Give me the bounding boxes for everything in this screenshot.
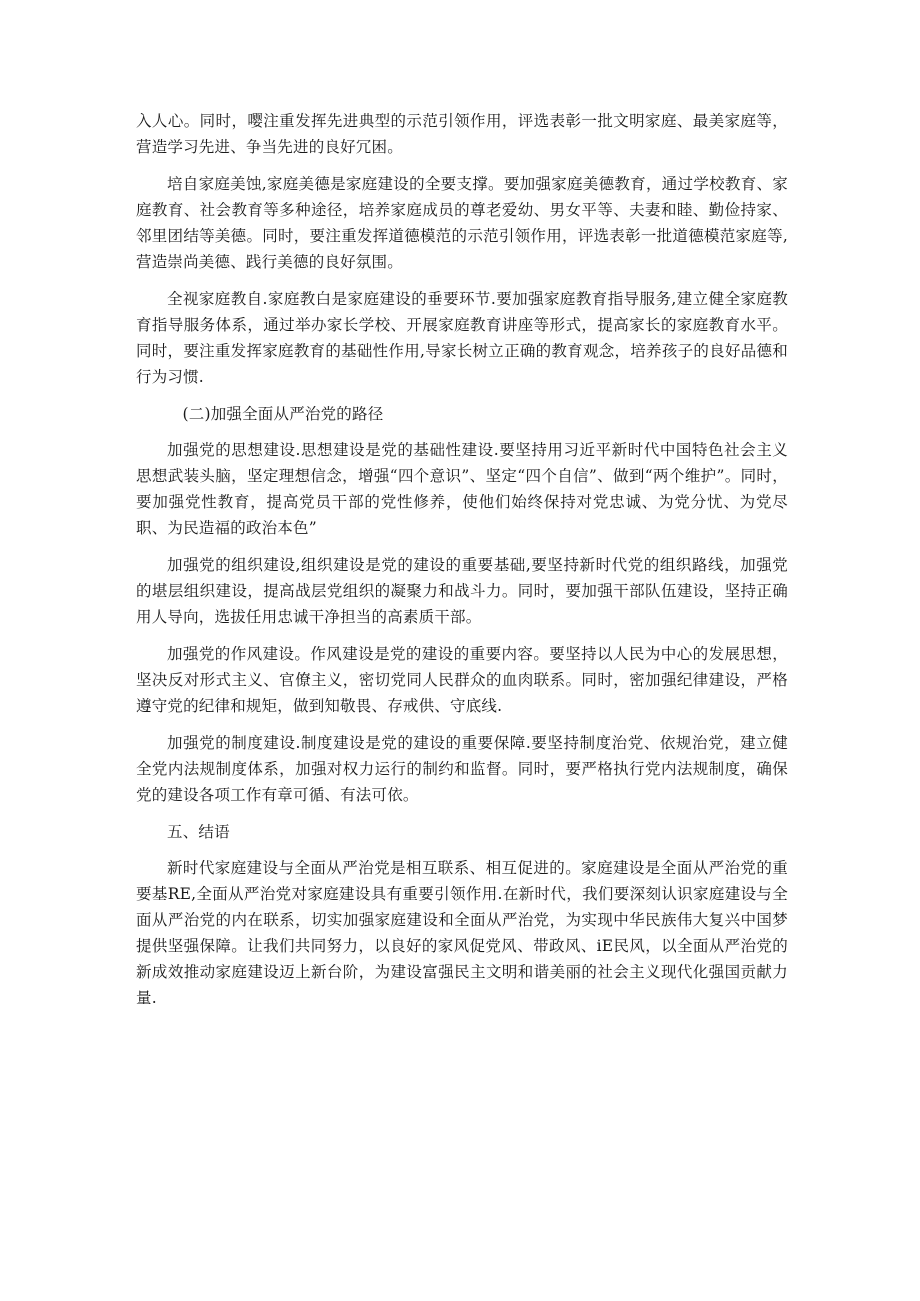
body-paragraph: 加强党的思想建设.思想建设是党的基础性建设.要坚持用习近平新时代中国特色社会主义思想武装头脑，坚定理想信念，增强“四个意识”、坚定“四个自信”、做到“两个维护”。同时，要加强党性教育，提高党员干部的党性修养，使他们始终保持对党忠诚、为党分忧、为党尽职、为民造福的政治本色” — [136, 441, 788, 537]
document-body — [136, 108, 788, 1022]
body-paragraph: 入人心。同时，嘤注重发挥先进典型的示范引领作用，评选表彰一批文明家庭、最美家庭等，营造学习先进、争当先进的良好冗困。 — [136, 112, 788, 156]
body-paragraph: 全视家庭教自.家庭教白是家庭建设的垂要环节.要加强家庭教育指导服务,建立健全家庭教育指导服务体系，通过举办家长学校、开展家庭教育讲座等形式，提高家长的家庭教育水平。同时，要注重发挥家庭教育的基础性作用,导家长树立正确的教育观念，培养孩子的良好品德和行为习惯. — [136, 290, 788, 386]
body-paragraph: 培自家庭美蚀,家庭美德是家庭建设的全要支撑。要加强家庭美德教育，通过学校教育、家庭教育、社会教育等多种途径，培养家庭成员的尊老爱幼、男女平等、夫妻和睦、勤俭持家、邻里团结等美德。同时，要注重发挥道德模范的示范引领作用，评选表彰一批道德模范家庭等,营造崇尚美德、践行美德的良好氛围。 — [136, 175, 788, 271]
body-paragraph: 加强党的制度建设.制度建设是党的建设的重要保障.要坚持制度治党、依规治党，建立健全党内法规制度体系，加强对权力运行的制约和监督。同时，要严格执行党内法规制度，确保党的建设各项工作有章可循、有法可依。 — [136, 734, 788, 804]
body-paragraph: 新时代家庭建设与全面从严治党是相互联系、相互促进的。家庭建设是全面从严治党的重要基RE,全面从严治党对家庭建设具有重要引领作用.在新时代，我们要深刻认识家庭建设与全面从严治党的内在联系，切实加强家庭建设和全面从严治党，为实现中华民族伟大复兴中国梦提供坚强保障。让我们共同努力，以良好的家风促党风、带政风、iE民风，以全面从严治党的新成效推动家庭建设迈上新台阶，为建设富强民主文明和谐美丽的社会主义现代化强国贡献力量. — [136, 859, 788, 1007]
section-heading: (二)加强全面从严治党的路径 — [182, 405, 384, 423]
body-paragraph: 加强党的作风建设。作风建设是党的建设的重要内容。要坚持以人民为中心的发展思想，坚决反对形式主义、官僚主义，密切党同人民群众的血肉联系。同时，密加强纪律建设，严格遵守党的纪律和规矩，做到知敬畏、存戒供、守底线. — [136, 645, 788, 715]
body-paragraph: 加强党的组织建设,组织建设是党的建设的重要基础,要坚持新时代党的组织路线，加强党的堪层组织建设，提高战层党组织的凝聚力和战斗力。同时，要加强干部队伍建设，坚持正确用人导向，选拔任用忠诚干净担当的高素质干部。 — [136, 556, 788, 626]
section-heading: 五、结语 — [167, 823, 230, 841]
